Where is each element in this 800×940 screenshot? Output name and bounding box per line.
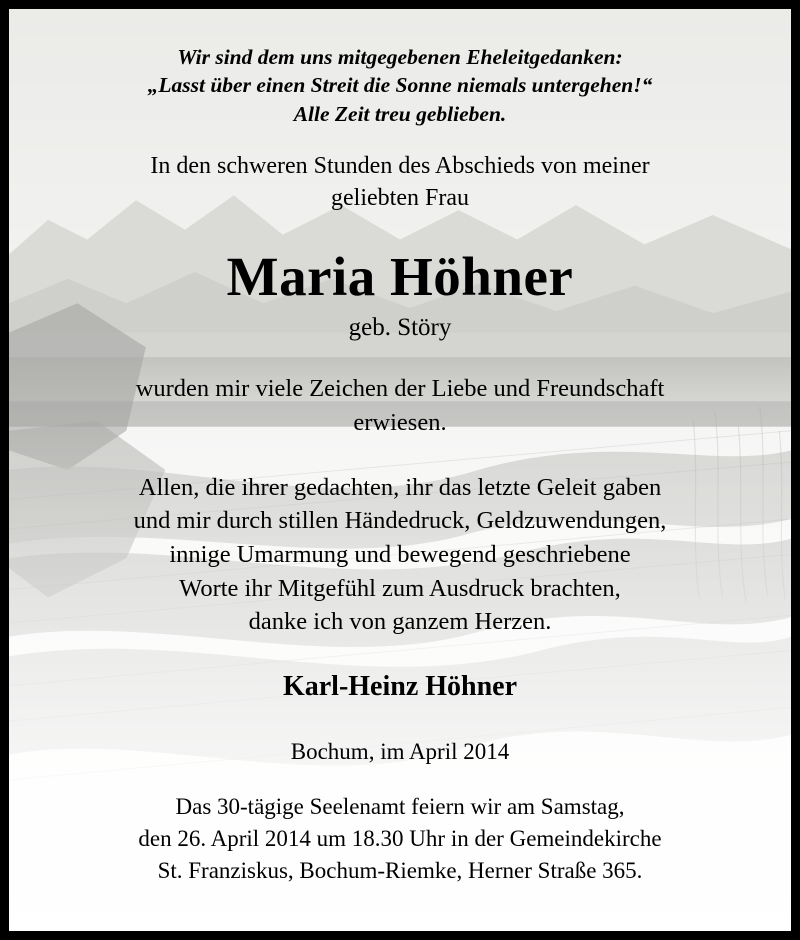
paragraph-2-line-3: innige Umarmung und bewegend geschriebene [169, 540, 631, 568]
memorial-service-info [35, 791, 765, 888]
maiden-name: geb. Störy [348, 314, 452, 342]
paragraph-thanks-2 [35, 471, 765, 639]
service-line-2: den 26. April 2014 um 18.30 Uhr in der Gemeindekirche [138, 825, 662, 851]
motto-line-3: Alle Zeit treu geblieben. [293, 101, 507, 126]
paragraph-2-line-1: Allen, die ihrer gedachten, ihr das letzte Geleit gaben [138, 473, 662, 501]
intro-line-1: In den schweren Stunden des Abschieds von meiner [150, 153, 650, 180]
motto-line-2: „Lasst über einen Streit die Sonne niemals untergehen!“ [147, 73, 653, 98]
paragraph-2-line-2: und mir durch stillen Händedruck, Geldzuwendungen, [133, 507, 667, 535]
place-and-date: Bochum, im April 2014 [290, 738, 510, 764]
paragraph-thanks-1 [35, 372, 765, 439]
service-line-3: St. Franziskus, Bochum-Riemke, Herner Straße 365. [157, 858, 643, 883]
paragraph-2-line-4: Worte ihr Mitgefühl zum Ausdruck brachten, [179, 574, 621, 602]
motto-line-1: Wir sind dem uns mitgegebenen Eheleitgedanken: [177, 45, 623, 69]
signature-name: Karl-Heinz Höhner [282, 670, 518, 702]
deceased-name: Maria Höhner [226, 246, 574, 308]
obituary-content [9, 9, 791, 887]
paragraph-1-line-2: erwiesen. [353, 408, 447, 436]
intro-line-2: geliebten Frau [331, 185, 469, 212]
paragraph-2-line-5: danke ich von ganzem Herzen. [248, 608, 552, 636]
motto-block [35, 43, 765, 128]
paragraph-1-line-1: wurden mir viele Zeichen der Liebe und Freundschaft [135, 375, 665, 403]
service-line-1: Das 30-tägige Seelenamt feiern wir am Samstag, [175, 793, 625, 819]
intro-block [35, 150, 765, 214]
